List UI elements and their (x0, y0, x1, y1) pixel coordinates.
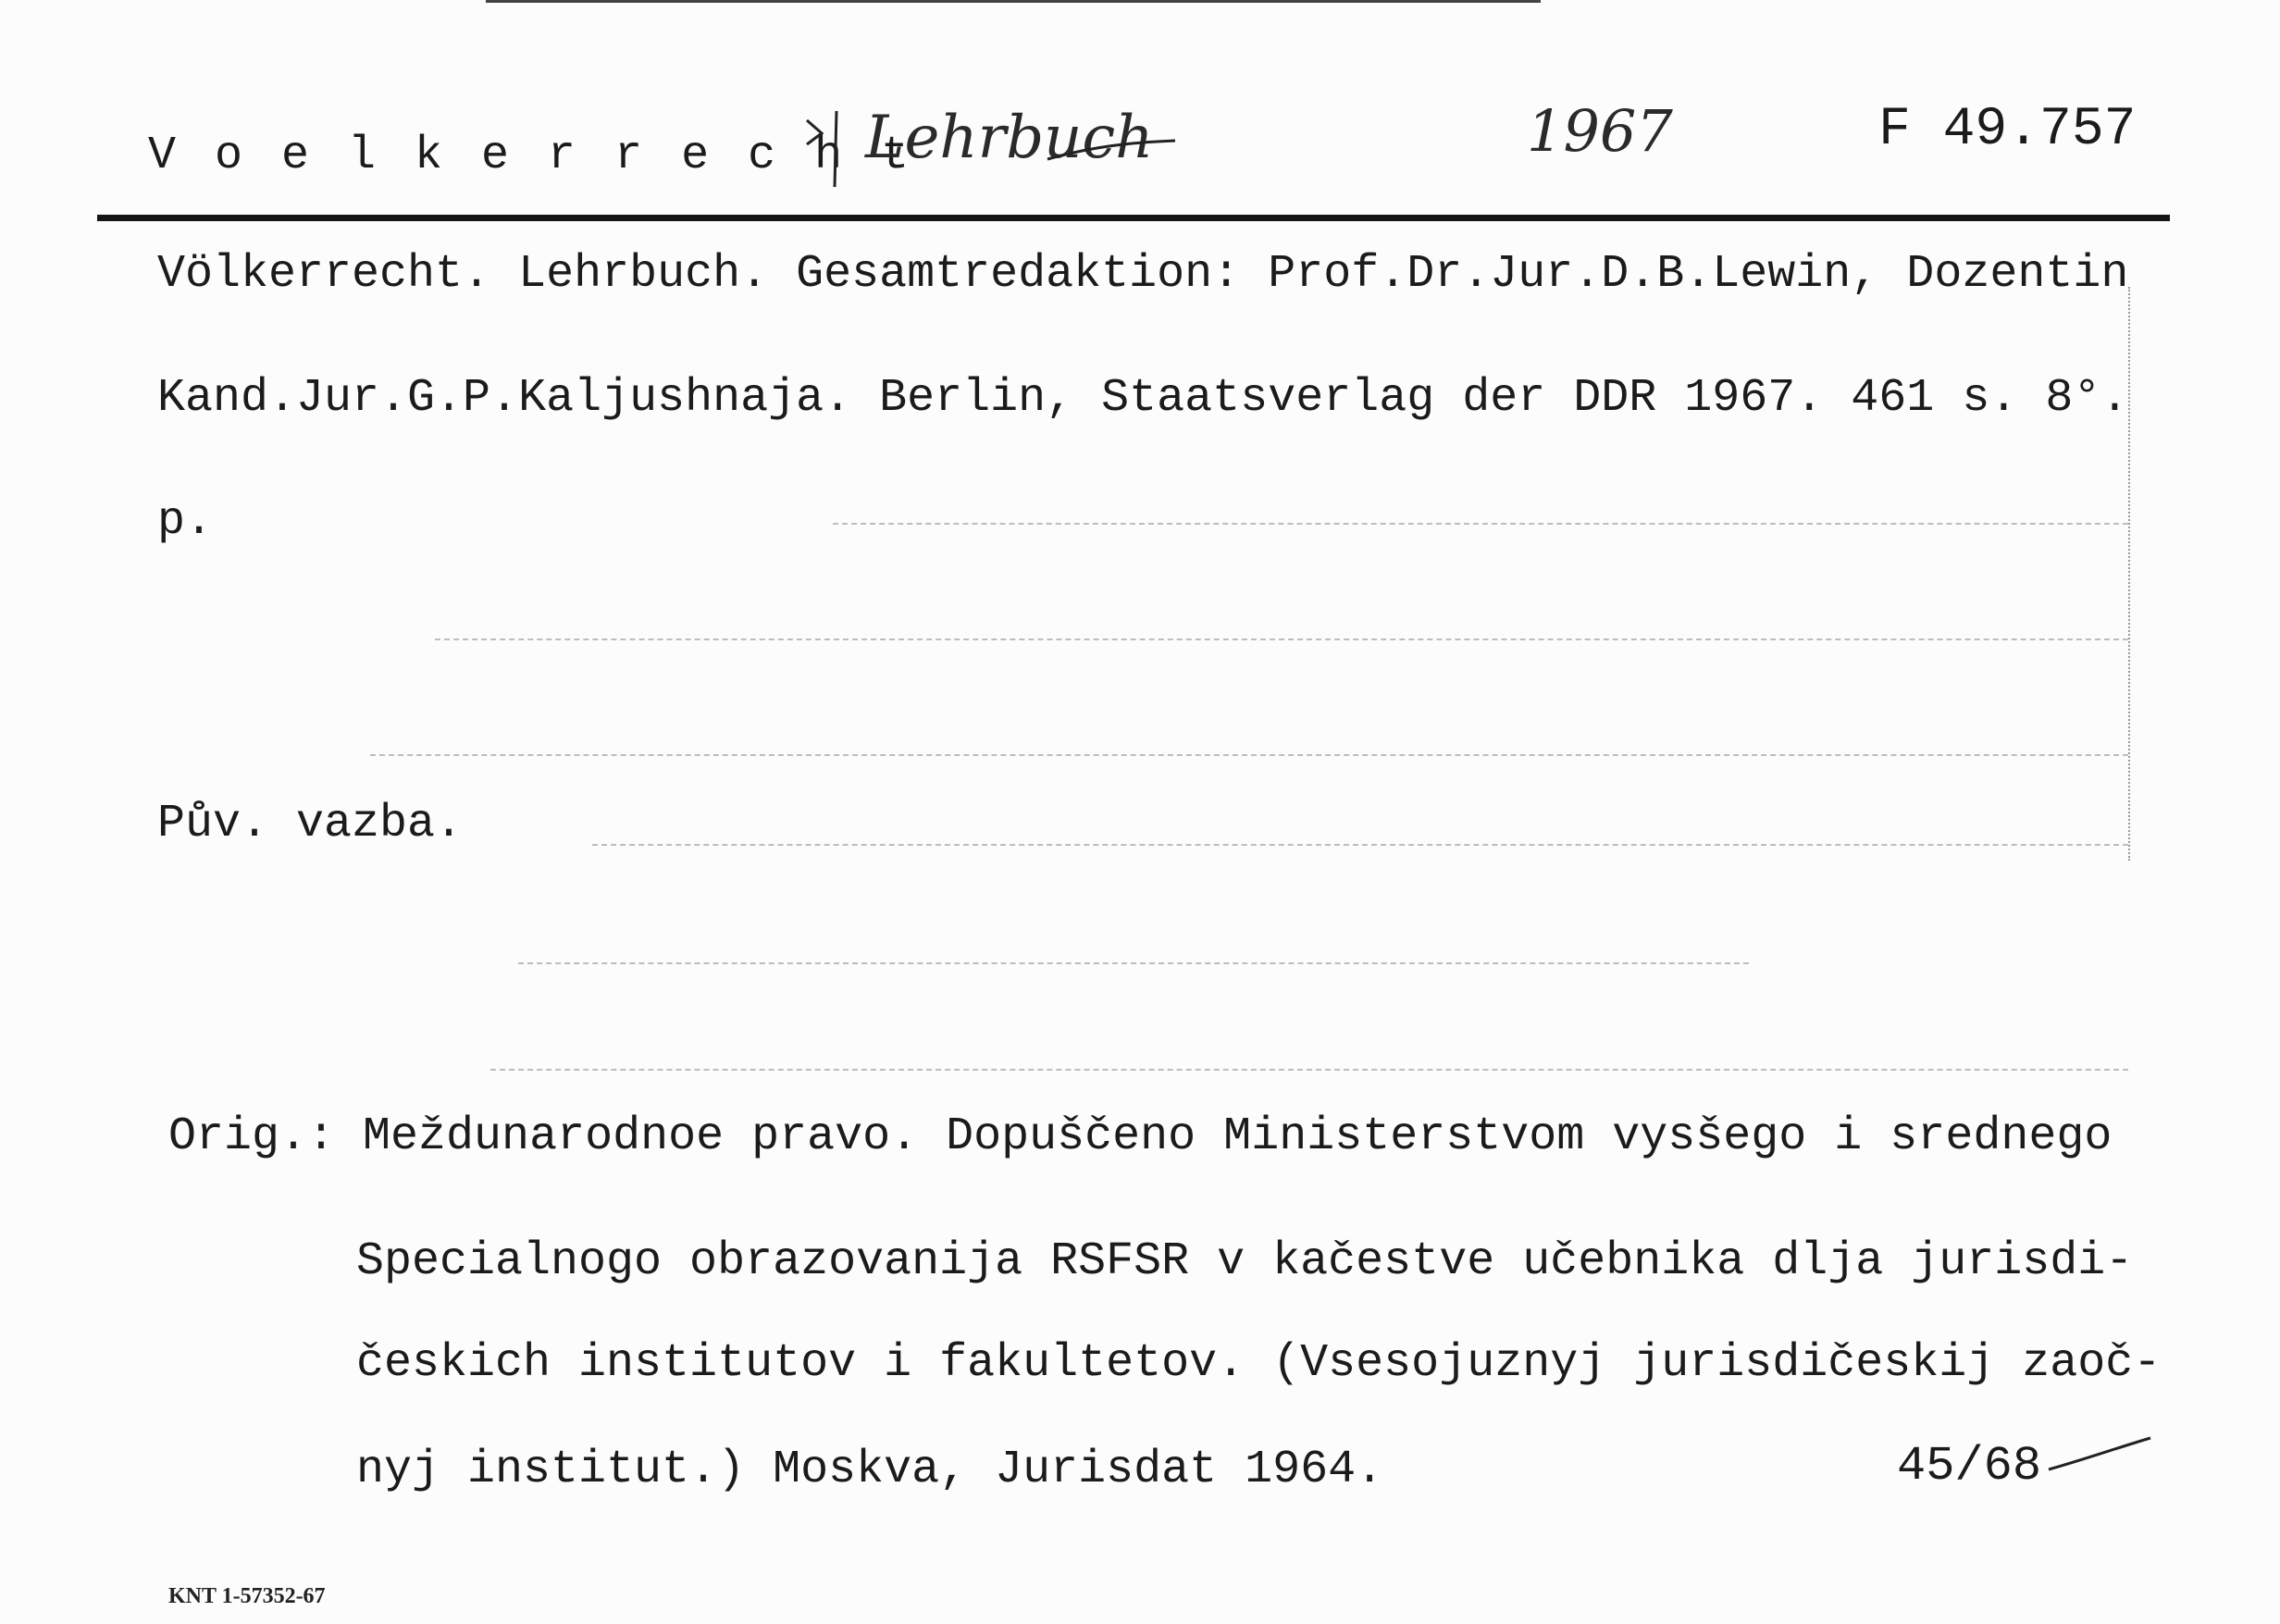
original-line-2: Specialnogo obrazovanija RSFSR v kačestve učebnika dlja jurisdi- (356, 1235, 2134, 1288)
header-subtitle-handwritten: Lehrbuch (865, 104, 1154, 172)
reference-stroke (2045, 1432, 2156, 1479)
original-line-1: Orig.: Meždunarodnoe pravo. Dopuščeno Ministerstvom vysšego i srednego (168, 1110, 2113, 1163)
entry-line-1: Völkerrecht. Lehrbuch. Gesamtredaktion: Prof.Dr.Jur.D.B.Lewin, Dozentin (157, 248, 2129, 301)
dotted-line (592, 844, 2128, 848)
right-margin-dots (2128, 287, 2132, 861)
card-footer-code: KNT 1-57352-67 (168, 1584, 326, 1608)
header-year-handwritten: 1967 (1527, 97, 1673, 165)
dotted-line (370, 754, 2128, 758)
dotted-line (518, 962, 1749, 966)
reference-number: 45/68 (1897, 1439, 2042, 1494)
dotted-line (490, 1069, 2128, 1072)
top-rule (486, 0, 1541, 3)
entry-line-2: Kand.Jur.G.P.Kaljushnaja. Berlin, Staatsverlag der DDR 1967. 461 s. 8°. (157, 372, 2129, 425)
header-rule (97, 215, 2170, 221)
dotted-line (435, 638, 2128, 642)
dotted-line (833, 523, 2128, 527)
original-line-4: nyj institut.) Moskva, Jurisdat 1964. (356, 1444, 1384, 1496)
header-title: V o e l k e r r e c h t (148, 130, 915, 182)
binding-note: Pův. vazba. (157, 798, 464, 850)
handwritten-bracket-mark (798, 102, 1186, 194)
entry-line-3: p. (157, 495, 214, 548)
call-number: F 49.757 (1878, 100, 2137, 160)
original-line-3: českich institutov i fakultetov. (Vsesojuznyj jurisdičeskij zaoč- (356, 1337, 2162, 1390)
